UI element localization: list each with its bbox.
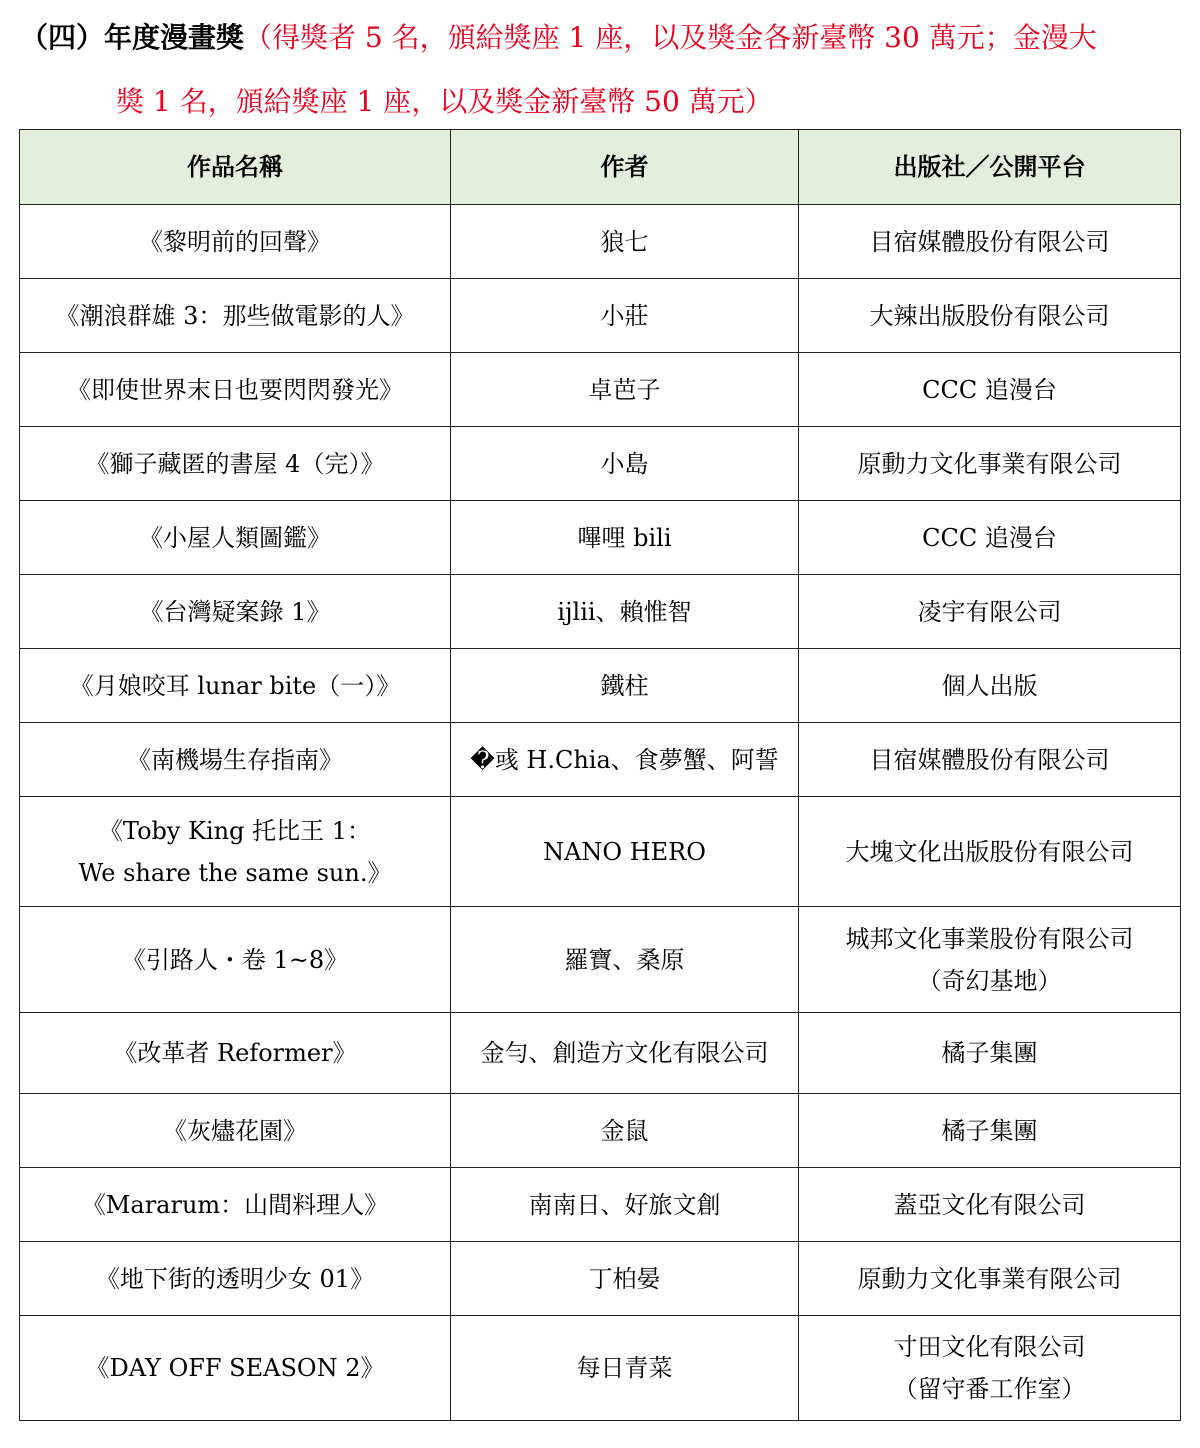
cell-author <box>451 1168 799 1242</box>
cell-title <box>20 501 451 575</box>
cell-publisher <box>799 501 1181 575</box>
column-header-publisher: 出版社／公開平台 <box>799 130 1181 205</box>
cell-title <box>20 279 451 353</box>
table-row <box>20 353 1181 427</box>
cell-author-text: ijlii、賴惟智 <box>557 597 692 626</box>
cell-title-text: 《地下街的透明少女 01》 <box>95 1264 375 1293</box>
cell-author <box>451 907 799 1013</box>
table-body <box>20 205 1181 1421</box>
cell-author-text: �彧 H.Chia、食夢蟹、阿誓 <box>470 745 779 774</box>
table-row <box>20 575 1181 649</box>
cell-publisher-text: 目宿媒體股份有限公司 <box>869 227 1110 256</box>
cell-publisher <box>799 907 1181 1013</box>
cell-publisher-text: 寸田文化有限公司 <box>893 1333 1086 1361</box>
cell-author-text: 每日青菜 <box>576 1354 673 1382</box>
cell-publisher-text: 橘子集團 <box>941 1039 1038 1067</box>
table-row <box>20 723 1181 797</box>
cell-author-text: 狼七 <box>600 227 649 256</box>
cell-author <box>451 1013 799 1094</box>
cell-title <box>20 1168 451 1242</box>
cell-author-text: 金勻、創造方文化有限公司 <box>480 1039 769 1067</box>
cell-publisher <box>799 427 1181 501</box>
cell-author <box>451 353 799 427</box>
cell-title-text: 《DAY OFF SEASON 2》 <box>85 1354 385 1382</box>
cell-title-text: 《Mararum：山間料理人》 <box>81 1190 389 1219</box>
cell-publisher-text: 城邦文化事業股份有限公司 <box>845 924 1134 953</box>
cell-publisher <box>799 797 1181 907</box>
cell-author-text: 羅寶、桑原 <box>564 945 685 974</box>
cell-title <box>20 1013 451 1094</box>
cell-author <box>451 501 799 575</box>
cell-title <box>20 1242 451 1316</box>
cell-publisher-text: 大塊文化出版股份有限公司 <box>845 837 1134 866</box>
table-row <box>20 205 1181 279</box>
cell-author-text: NANO HERO <box>543 837 706 866</box>
cell-author <box>451 649 799 723</box>
cell-title-text: 《灰燼花園》 <box>163 1116 307 1145</box>
cell-author-text: 鐵柱 <box>600 671 649 700</box>
cell-author <box>451 1316 799 1421</box>
winners-table <box>19 129 1181 1421</box>
table-row <box>20 501 1181 575</box>
cell-publisher-text: 原動力文化事業有限公司 <box>857 1264 1122 1293</box>
cell-author-text: 嗶哩 bili <box>577 523 672 552</box>
cell-publisher <box>799 649 1181 723</box>
cell-author-text: 金鼠 <box>600 1116 649 1145</box>
cell-publisher <box>799 1316 1181 1421</box>
cell-title-text: 《黎明前的回聲》 <box>139 227 331 256</box>
cell-author <box>451 1242 799 1316</box>
cell-publisher-text: CCC 追漫台 <box>922 523 1057 552</box>
cell-title-text: 《改革者 Reformer》 <box>113 1039 357 1067</box>
table-row <box>20 279 1181 353</box>
cell-title <box>20 575 451 649</box>
cell-title <box>20 1316 451 1421</box>
table-row <box>20 797 1181 907</box>
cell-publisher-text: 原動力文化事業有限公司 <box>857 449 1122 478</box>
section-number: （四） <box>20 21 105 54</box>
table-row <box>20 1168 1181 1242</box>
cell-author <box>451 1094 799 1168</box>
cell-title-text: 《台灣疑案錄 1》 <box>139 597 331 626</box>
cell-author <box>451 279 799 353</box>
cell-title-text: 《潮浪群雄 3：那些做電影的人》 <box>55 301 415 330</box>
table-row <box>20 1316 1181 1421</box>
cell-publisher-text: 個人出版 <box>941 671 1038 700</box>
cell-title-text: 《引路人・卷 1~8》 <box>121 945 349 974</box>
cell-title <box>20 1094 451 1168</box>
cell-author <box>451 797 799 907</box>
cell-title-text: 《小屋人類圖鑑》 <box>139 523 331 552</box>
heading-line-1 <box>20 6 1180 70</box>
table-row <box>20 1094 1181 1168</box>
cell-author-text: 南南日、好旅文創 <box>528 1190 721 1219</box>
table-row <box>20 907 1181 1013</box>
cell-publisher-text: CCC 追漫台 <box>922 375 1057 404</box>
cell-title <box>20 353 451 427</box>
cell-publisher-text: 大辣出版股份有限公司 <box>869 301 1110 330</box>
cell-publisher <box>799 279 1181 353</box>
cell-title-text: 《月娘咬耳 lunar bite（一）》 <box>69 671 401 700</box>
cell-publisher <box>799 1242 1181 1316</box>
cell-publisher-text: 目宿媒體股份有限公司 <box>869 745 1110 774</box>
cell-title <box>20 907 451 1013</box>
cell-publisher-text: （奇幻基地） <box>917 966 1062 995</box>
column-header-title: 作品名稱 <box>20 130 451 205</box>
cell-title-text: 《獅子藏匿的書屋 4（完）》 <box>85 449 385 478</box>
cell-author <box>451 427 799 501</box>
section-heading <box>20 6 1180 134</box>
award-note-line-2: 獎 1 名，頒給獎座 1 座，以及獎金新臺幣 50 萬元） <box>116 85 773 118</box>
cell-title <box>20 205 451 279</box>
cell-author <box>451 575 799 649</box>
cell-title <box>20 427 451 501</box>
cell-publisher <box>799 205 1181 279</box>
cell-title-text: 《南機場生存指南》 <box>127 745 343 774</box>
table-row <box>20 427 1181 501</box>
cell-title <box>20 723 451 797</box>
cell-title <box>20 649 451 723</box>
cell-title-text: 《即使世界末日也要閃閃發光》 <box>67 375 403 404</box>
award-name: 年度漫畫獎 <box>104 21 245 54</box>
column-header-author: 作者 <box>451 130 799 205</box>
cell-publisher <box>799 575 1181 649</box>
cell-author-text: 丁柏晏 <box>588 1264 661 1293</box>
table-row <box>20 649 1181 723</box>
cell-publisher <box>799 1094 1181 1168</box>
cell-title <box>20 797 451 907</box>
cell-publisher-text: 蓋亞文化有限公司 <box>893 1190 1086 1219</box>
cell-title-text: 《Toby King 托比王 1： <box>98 816 372 845</box>
cell-author-text: 小島 <box>600 449 649 478</box>
cell-publisher-text: （留守番工作室） <box>893 1375 1086 1403</box>
cell-publisher-text: 凌宇有限公司 <box>917 597 1062 626</box>
award-note-line-1: （得獎者 5 名，頒給獎座 1 座，以及獎金各新臺幣 30 萬元；金漫大 <box>244 21 1097 54</box>
cell-publisher <box>799 723 1181 797</box>
cell-publisher <box>799 1013 1181 1094</box>
cell-author <box>451 723 799 797</box>
cell-publisher <box>799 353 1181 427</box>
table-header-row <box>20 130 1181 205</box>
cell-author-text: 小莊 <box>600 301 649 330</box>
table-row <box>20 1013 1181 1094</box>
cell-author <box>451 205 799 279</box>
table-row <box>20 1242 1181 1316</box>
cell-publisher <box>799 1168 1181 1242</box>
cell-author-text: 卓芭子 <box>588 375 661 404</box>
cell-publisher-text: 橘子集團 <box>941 1116 1038 1145</box>
cell-title-text: We share the same sun.》 <box>78 858 392 887</box>
